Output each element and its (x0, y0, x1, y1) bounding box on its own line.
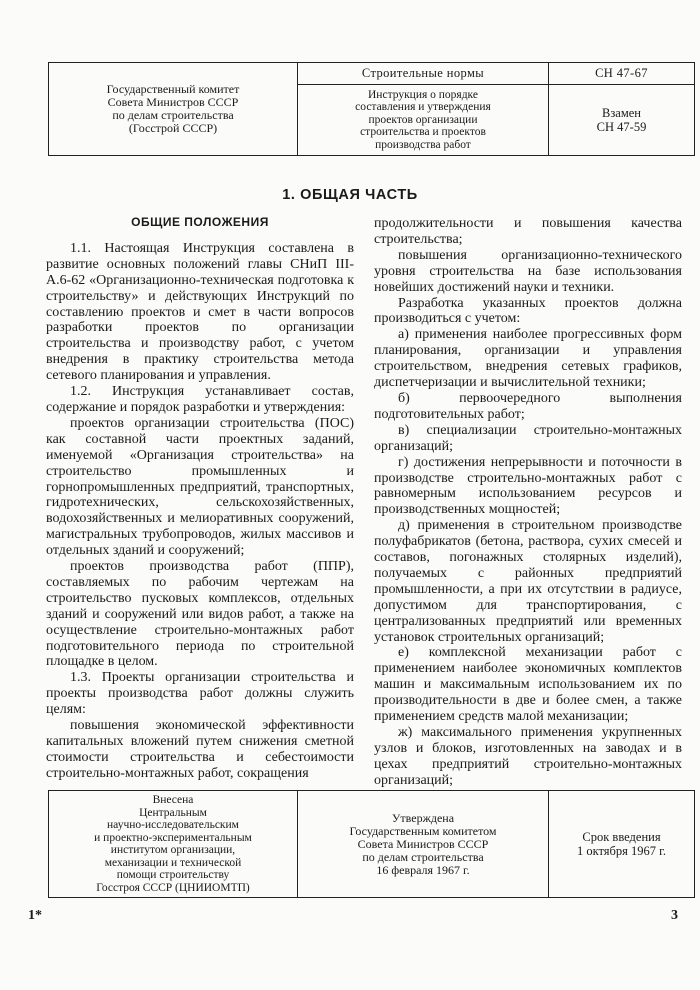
left-column (46, 215, 354, 782)
paragraph: проектов организации строительства (ПОС) как составной части проектных заданий, именуемой «Организация строительства» на строительство промышленных и горнопромышленных предприятий, транспортных, гидротехнических, сельскохозяйственных, водохозяйственных и мелиоративных сооружений, магистральных трубопроводов, жилых массивов и отдельных зданий и сооружений; (46, 415, 354, 559)
paragraph: 1.3. Проекты организации строительства и проекты производства работ должны служить целям: (46, 670, 354, 718)
signature-mark: 1* (28, 908, 42, 923)
footer-approved-cell (298, 791, 549, 897)
paragraph: Разработка указанных проектов должна производиться с учетом: (374, 295, 682, 327)
header-organization: Государственный комитет Совета Министров СССР по делам строительства (Госстрой СССР) (106, 82, 240, 135)
document-title: Инструкция о порядке составления и утверждения проектов организации строительства и проектов производства работ (355, 88, 491, 151)
list-item: д) применения в строительном производстве полуфабрикатов (бетона, раствора, сухих смесей и составов, погонажных столярных изделий), получаемых с районных предприятий промышленности, а при их отсутствии в радиусе, допустимом для транспортирования, с централизованных предприятий или временных установок строительных организаций; (374, 518, 682, 645)
list-item: ж) максимального применения укрупненных узлов и блоков, изготовленных на заводах и в цехах предприятий строительно-монтажных организаций; (374, 725, 682, 788)
paragraph: проектов производства работ (ППР), составляемых по рабочим чертежам на строительство пусковых комплексов, отдельных зданий и сооружений или видов работ, а также на осуществление строительно-монтажных работ подготовительного периода по строительной площадке в целом. (46, 559, 354, 670)
approved-by: Утверждена Государственным комитетом Совета Министров СССР по делам строительства 16 февраля 1967 г. (349, 810, 497, 877)
introduced-by: Внесена Центральным научно-исследовательским и проектно-экспериментальным институтом организации, механизации и технической помощи строительству Госстроя СССР (ЦНИИОМТП) (94, 794, 252, 894)
header-code-cell (549, 63, 694, 155)
paragraph: 1.1. Настоящая Инструкция составлена в развитие основных положений главы СНиП III-А.6-62 «Организационно-техническая подготовка к строительству» и действующих Инструкций по составлению проектов и смет в части вопросов разработки проектов по организации строительства и производству работ, с учетом внедрения в практику строительства метода сетевого планирования и управления. (46, 240, 354, 384)
document-code: СН 47-67 (549, 63, 694, 85)
effective-date: Срок введения 1 октября 1967 г. (576, 830, 667, 858)
footer-table (48, 790, 695, 898)
section-title: 1. ОБЩАЯ ЧАСТЬ (282, 187, 418, 203)
footer-introduced-cell (49, 791, 298, 897)
list-item: в) специализации строительно-монтажных организаций; (374, 422, 682, 454)
list-item: г) достижения непрерывности и поточности в производстве строительно-монтажных работ с равномерным использованием ресурсов и производственных мощностей; (374, 454, 682, 518)
list-item: е) комплексной механизации работ с применением наиболее экономичных комплектов машин и максимальным использованием их по производительности в две и более смен, а также применением средств малой механизации; (374, 645, 682, 725)
list-item: а) применения наиболее прогрессивных форм планирования, организации и управления строительством, внедрения сетевых графиков, диспетчеризации и вычислительной техники; (374, 327, 682, 391)
list-item: б) первоочередного выполнения подготовительных работ; (374, 390, 682, 422)
header-organization-cell (49, 63, 298, 155)
paragraph: продолжительности и повышения качества строительства; (374, 216, 682, 247)
norms-label: Строительные нормы (298, 63, 548, 85)
paragraph: повышения экономической эффективности капитальных вложений путем снижения сметной стоимости строительства и себестоимости строительно-монтажных работ, сокращения (46, 718, 354, 781)
header-table (48, 62, 695, 156)
replaces-note: Взамен СН 47-59 (596, 106, 647, 134)
right-column (374, 216, 682, 789)
footer-effective-cell (549, 791, 694, 897)
subheading: ОБЩИЕ ПОЛОЖЕНИЯ (131, 215, 269, 229)
page-number: 3 (671, 908, 678, 923)
paragraph: повышения организационно-технического уровня строительства на базе использования новейших достижений науки и техники. (374, 247, 682, 295)
paragraph: 1.2. Инструкция устанавливает состав, содержание и порядок разработки и утверждения: (46, 384, 354, 415)
header-title-cell (298, 63, 549, 155)
